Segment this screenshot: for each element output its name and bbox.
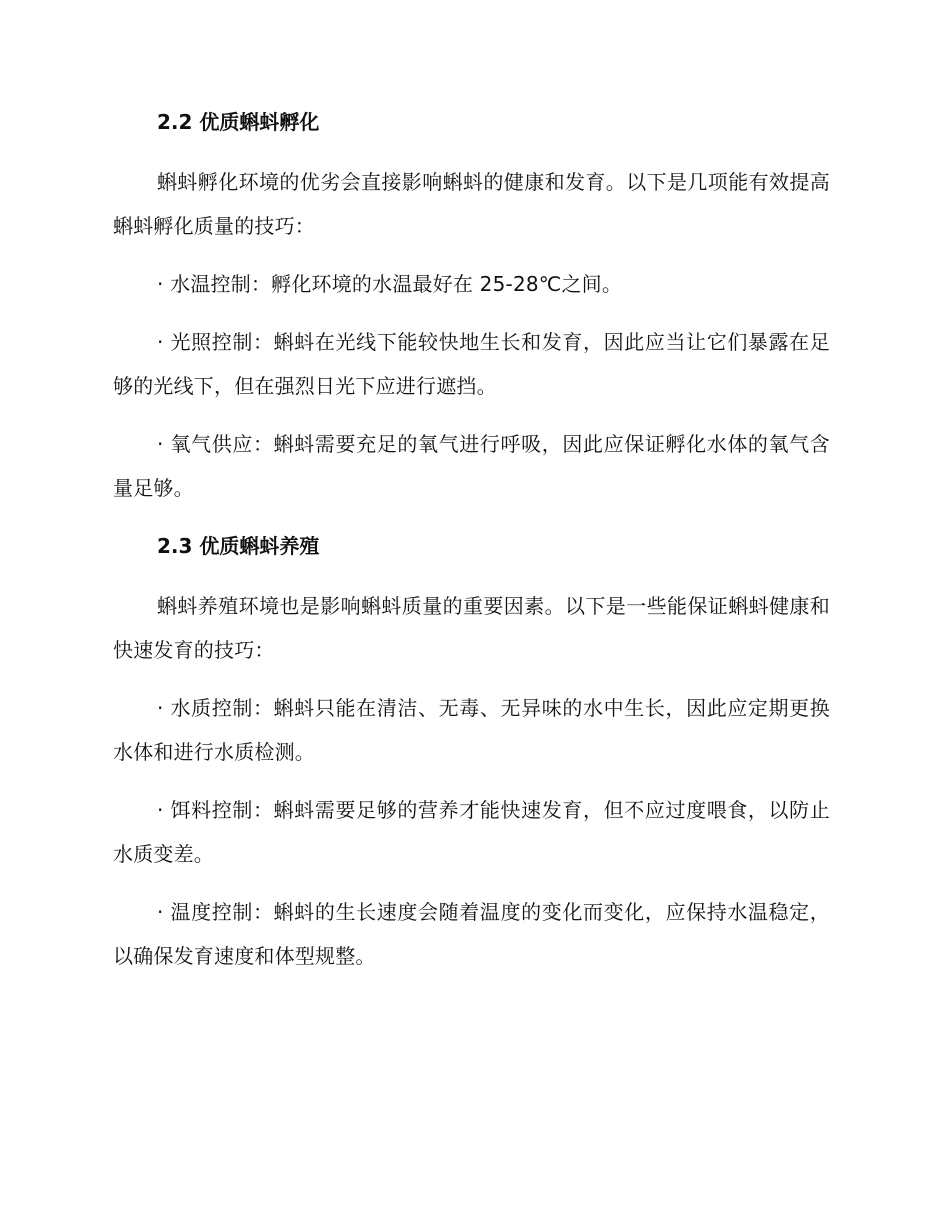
section-breeding [113, 532, 830, 978]
section-hatching [113, 108, 830, 510]
list-item: · 水质控制：蝌蚪只能在清洁、无毒、无异味的水中生长，因此应定期更换水体和进行水质检测。 [113, 696, 830, 764]
list-item: · 氧气供应：蝌蚪需要充足的氧气进行呼吸，因此应保证孵化水体的氧气含量足够。 [113, 432, 830, 500]
section-intro: 蝌蚪孵化环境的优劣会直接影响蝌蚪的健康和发育。以下是几项能有效提高蝌蚪孵化质量的技巧： [113, 170, 830, 238]
section-heading: 2.2 优质蝌蚪孵化 [157, 110, 320, 134]
section-divider [113, 524, 830, 532]
list-item: · 温度控制：蝌蚪的生长速度会随着温度的变化而变化，应保持水温稳定，以确保发育速度和体型规整。 [113, 900, 830, 968]
section-intro: 蝌蚪养殖环境也是影响蝌蚪质量的重要因素。以下是一些能保证蝌蚪健康和快速发育的技巧： [113, 594, 830, 662]
list-item: · 饵料控制：蝌蚪需要足够的营养才能快速发育，但不应过度喂食，以防止水质变差。 [113, 798, 830, 866]
list-item: · 水温控制：孵化环境的水温最好在 25-28℃之间。 [157, 272, 623, 296]
section-heading: 2.3 优质蝌蚪养殖 [157, 534, 320, 558]
list-item: · 光照控制：蝌蚪在光线下能较快地生长和发育，因此应当让它们暴露在足够的光线下，但在强烈日光下应进行遮挡。 [113, 330, 830, 398]
